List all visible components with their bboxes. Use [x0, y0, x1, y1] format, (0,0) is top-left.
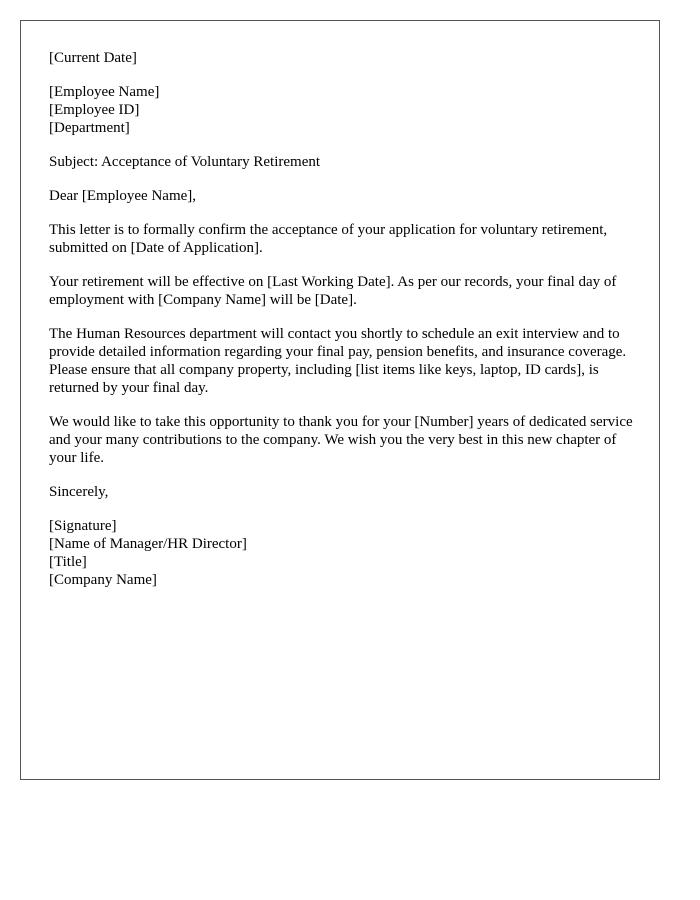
recipient-block	[49, 83, 633, 137]
body-paragraph-thanks: We would like to take this opportunity to thank you for your [Number] years of dedicated service and your many contributions to the company. We wish you the very best in this new chapter of your life.	[49, 414, 633, 466]
letter-subject: Subject: Acceptance of Voluntary Retirement	[49, 154, 321, 170]
body-paragraph-hr-contact: The Human Resources department will contact you shortly to schedule an exit interview and to provide detailed information regarding your final pay, pension benefits, and insurance coverage. Please ensure that all company property, including [list items like keys, laptop, ID cards], is returned by your final day.	[49, 326, 627, 396]
letter-body	[49, 49, 633, 605]
signer-title: [Title]	[49, 554, 87, 570]
company-name: [Company Name]	[49, 572, 157, 588]
letter-salutation: Dear [Employee Name],	[49, 188, 197, 204]
signer-name: [Name of Manager/HR Director]	[49, 536, 247, 552]
body-paragraph-effective-date: Your retirement will be effective on [Last Working Date]. As per our records, your final day of employment with [Company Name] will be [Date].	[49, 274, 617, 308]
letter-page	[20, 20, 660, 780]
recipient-name: [Employee Name]	[49, 84, 160, 100]
signature: [Signature]	[49, 518, 117, 534]
recipient-id: [Employee ID]	[49, 102, 140, 118]
signature-block	[49, 517, 633, 589]
recipient-department: [Department]	[49, 120, 130, 136]
letter-date: [Current Date]	[49, 50, 137, 66]
body-paragraph-acceptance: This letter is to formally confirm the acceptance of your application for voluntary retirement, submitted on [Date of Application].	[49, 222, 608, 256]
letter-closing: Sincerely,	[49, 484, 109, 500]
